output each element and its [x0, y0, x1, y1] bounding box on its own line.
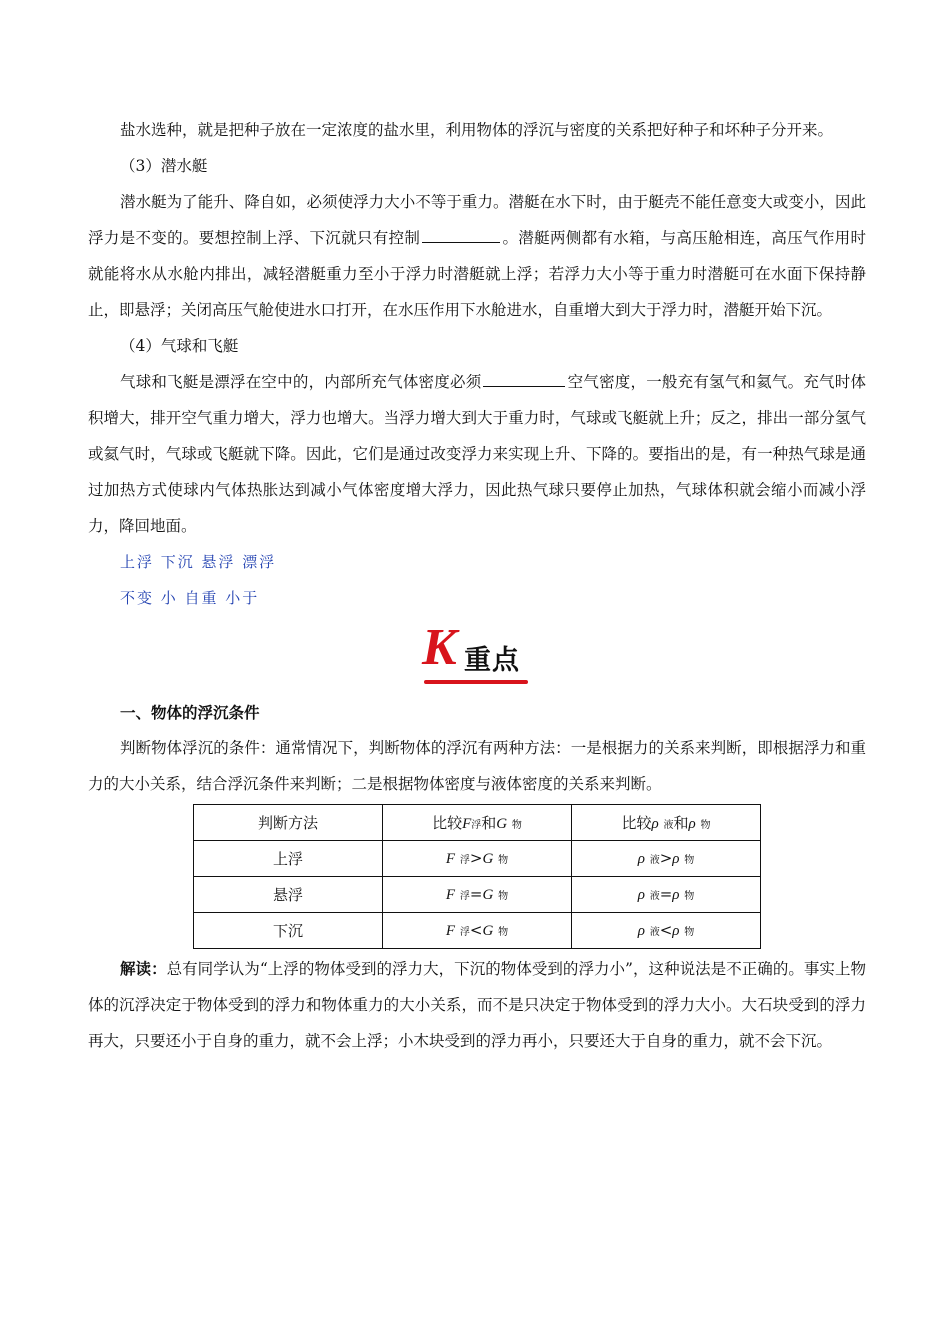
- section-title: 一、物体的浮沉条件: [120, 703, 260, 722]
- paragraph-salt-water: 盐水选种，就是把种子放在一定浓度的盐水里，利用物体的浮沉与密度的关系把好种子和坏种子分开来。: [120, 121, 834, 139]
- answer-line-2: 不变 小 自重 小于: [120, 589, 260, 607]
- interpretation-paragraph: 解读：总有同学认为“上浮的物体受到的浮力大，下沉的物体受到的浮力小”，这种说法是不正确的。事实上物体的沉浮决定于物体受到的浮力和物体重力的大小关系，而不是只决定于物体受到的浮力大小。大石块受到的浮力再大，只要还小于自身的重力，就不会上浮；小木块受到的浮力再小，只要还大于自身的重力，就不会下沉。: [88, 959, 866, 1050]
- table-cell: ρ 液<ρ 物: [572, 913, 761, 949]
- logo-underline: [424, 680, 528, 684]
- table-cell: F 浮=G 物: [383, 877, 572, 913]
- blank-field[interactable]: [483, 368, 565, 387]
- table-cell: F 浮<G 物: [383, 913, 572, 949]
- section-intro: 判断物体浮沉的条件：通常情况下，判断物体的浮沉有两种方法：一是根据力的关系来判断，即根据浮力和重力的大小关系，结合浮沉条件来判断；二是根据物体密度与液体密度的关系来判断。: [88, 739, 866, 793]
- table-cell: 下沉: [194, 913, 383, 949]
- answer-line-1: 上浮 下沉 悬浮 漂浮: [120, 553, 277, 571]
- table-row: [194, 913, 761, 949]
- table-cell: ρ 液=ρ 物: [572, 877, 761, 913]
- logo-letter: K: [422, 619, 457, 676]
- table-header-cell: 比较F浮和G 物: [383, 805, 572, 841]
- paragraph-balloon: 气球和飞艇是漂浮在空中的，内部所充气体密度必须 空气密度，一般充有氢气和氦气。充气时体积增大，排开空气重力增大，浮力也增大。当浮力增大到大于重力时，气球或飞艇就上升；反之，排出一部分氢气或氦气时，气球或飞艇就下降。因此，它们是通过改变浮力来实现上升、下降的。要指出的是，有一种热气球是通过加热方式使球内气体热胀达到减小气体密度增大浮力，因此热气球只要停止加热，气球体积就会缩小而减小浮力，降回地面。: [88, 364, 866, 544]
- table-cell: F 浮>G 物: [383, 841, 572, 877]
- table-cell: 上浮: [194, 841, 383, 877]
- heading-submarine: （3）潜水艇: [120, 157, 208, 175]
- table-header-cell: 比较ρ 液和ρ 物: [572, 805, 761, 841]
- paragraph-submarine: 潜水艇为了能升、降自如，必须使浮力大小不等于重力。潜艇在水下时，由于艇壳不能任意变大或变小，因此浮力是不变的。要想控制上浮、下沉就只有控制 。潜艇两侧都有水箱，与高压舱相连，高压气作用时就能将水从水舱内排出，减轻潜艇重力至小于浮力时潜艇就上浮；若浮力大小等于重力时潜艇可在水面下保持静止，即悬浮；关闭高压气舱使进水口打开，在水压作用下水舱进水，自重增大到大于浮力时，潜艇开始下沉。: [88, 193, 866, 319]
- float-sink-table: [193, 804, 761, 949]
- key-points-logo: [422, 619, 528, 682]
- table-row: [194, 877, 761, 913]
- blank-field[interactable]: [422, 224, 500, 243]
- logo-text: 重点: [464, 645, 520, 676]
- table-header-cell: 判断方法: [194, 805, 383, 841]
- heading-balloon: （4）气球和飞艇: [120, 337, 239, 355]
- interpretation-label: 解读：: [120, 959, 167, 978]
- table-row: [194, 841, 761, 877]
- table-header-row: [194, 805, 761, 841]
- key-points-banner: [88, 620, 866, 696]
- table-cell: ρ 液>ρ 物: [572, 841, 761, 877]
- document-page: [88, 112, 866, 1059]
- table-cell: 悬浮: [194, 877, 383, 913]
